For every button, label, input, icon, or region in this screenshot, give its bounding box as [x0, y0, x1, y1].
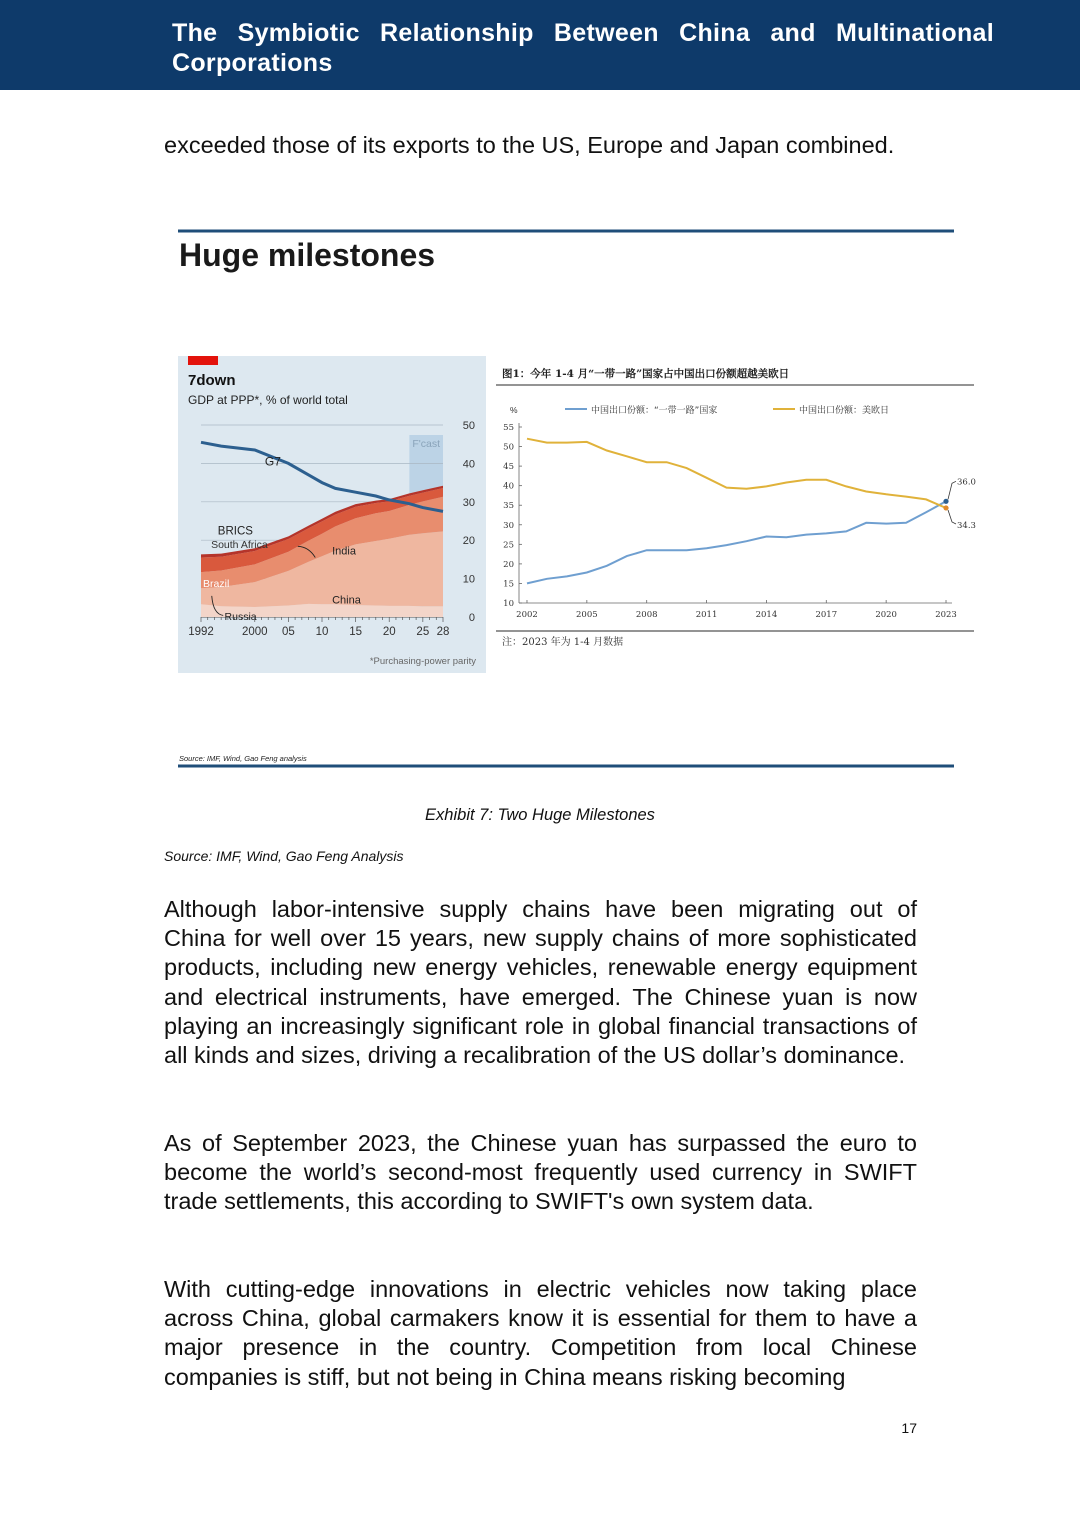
- cn-annotation-leader-2: [948, 510, 956, 524]
- cn-y-tick-label-50: 50: [503, 442, 514, 453]
- figure-source-note: Source: IMF, Wind, Gao Feng analysis: [179, 754, 307, 763]
- exhibit-source: Source: IMF, Wind, Gao Feng Analysis: [164, 848, 404, 864]
- cn-x-tick-label-2005: 2005: [576, 610, 598, 620]
- exhibit-caption: Exhibit 7: Two Huge Milestones: [425, 806, 655, 824]
- econ-footnote: *Purchasing-power parity: [369, 656, 476, 667]
- cn-chart-title: 图1：今年 1-4 月“一带一路”国家占中国出口份额超越美欧日: [502, 368, 790, 380]
- cn-endpoint-2: [943, 505, 948, 510]
- label-g7: G7: [264, 454, 281, 469]
- cn-endpoint-1: [943, 499, 948, 504]
- x-tick-label-2000: 2000: [241, 626, 268, 638]
- y-tick-label-50: 50: [462, 420, 475, 432]
- cn-y-tick-label-20: 20: [503, 559, 514, 570]
- y-tick-label-30: 30: [462, 496, 475, 509]
- x-tick-label-05: 05: [281, 626, 295, 638]
- cn-x-tick-label-2014: 2014: [755, 610, 778, 620]
- forecast-label: F'cast: [412, 438, 441, 450]
- exhibit-figure: [178, 228, 976, 773]
- label-india: India: [332, 545, 356, 558]
- cn-x-tick-label-2020: 2020: [875, 610, 897, 620]
- y-tick-label-20: 20: [462, 535, 475, 548]
- cn-x-tick-label-2002: 2002: [516, 610, 538, 620]
- cn-y-tick-label-40: 40: [503, 481, 514, 492]
- y-tick-label-0: 0: [468, 612, 475, 624]
- x-tick-label-25: 25: [416, 626, 430, 638]
- economist-chart: [178, 356, 486, 673]
- cn-annotation-2: 34.3: [957, 520, 976, 531]
- cn-series-line-2: [527, 439, 946, 508]
- page-header: [0, 0, 1080, 90]
- x-tick-label-20: 20: [382, 626, 396, 638]
- china-export-chart: [496, 367, 976, 648]
- cn-y-tick-label-15: 15: [503, 579, 514, 590]
- cn-y-tick-label-30: 30: [503, 520, 514, 531]
- cn-y-tick-label-35: 35: [503, 501, 514, 512]
- x-tick-label-15: 15: [349, 626, 363, 638]
- y-tick-label-40: 40: [462, 458, 475, 471]
- page-number: 17: [901, 1420, 917, 1436]
- header-title: The Symbiotic Relationship Between China and Multinational Corporations: [172, 19, 994, 77]
- cn-x-tick-label-2017: 2017: [815, 610, 838, 620]
- cn-x-tick-label-2011: 2011: [695, 610, 718, 620]
- exhibit-svg: [178, 228, 976, 773]
- cn-y-unit: %: [510, 405, 518, 415]
- body-paragraph-1: Although labor-intensive supply chains have been migrating out of China for well over 15 years, new supply chains of more sophisticated products, including new energy vehicles, renewable energy equipment and electrical instruments, have emerged. The Chinese yuan is now playing an increasingly significant role in global financial transactions of all kinds and sizes, driving a recalibration of the US dollar’s dominance.: [164, 896, 917, 1069]
- intro-paragraph: exceeded those of its exports to the US, Europe and Japan combined.: [164, 132, 895, 158]
- label-south-africa: South Africa: [211, 538, 268, 551]
- cn-legend-label-1: 中国出口份额：“一带一路”国家: [591, 406, 718, 416]
- figure-title: Huge milestones: [179, 237, 436, 273]
- label-russia: Russia: [224, 611, 257, 624]
- cn-annotation-1: 36.0: [957, 477, 976, 488]
- cn-x-tick-label-2023: 2023: [935, 610, 957, 620]
- label-brazil: Brazil: [203, 578, 230, 591]
- x-tick-label-1992: 1992: [188, 626, 214, 638]
- body-paragraph-2: As of September 2023, the Chinese yuan has surpassed the euro to become the world’s second-most frequently used currency in SWIFT trade settlements, this according to SWIFT's own system data.: [164, 1130, 917, 1215]
- cn-series-line-1: [527, 501, 946, 583]
- cn-legend-label-2: 中国出口份额：美欧日: [799, 406, 890, 416]
- cn-y-tick-label-45: 45: [503, 462, 514, 473]
- cn-annotation-leader-1: [948, 481, 956, 499]
- cn-y-tick-label-55: 55: [503, 423, 514, 433]
- x-tick-label-10: 10: [315, 626, 329, 638]
- label-china: China: [332, 594, 361, 607]
- econ-chart-title: 7down: [188, 372, 236, 389]
- cn-x-tick-label-2008: 2008: [635, 610, 658, 620]
- y-tick-label-10: 10: [462, 573, 475, 586]
- econ-chart-subtitle: GDP at PPP*, % of world total: [188, 393, 348, 407]
- x-tick-label-28: 28: [436, 626, 450, 638]
- econ-red-tag: [188, 356, 218, 365]
- cn-note: 注：2023 年为 1-4 月数据: [502, 637, 624, 648]
- cn-y-tick-label-10: 10: [503, 599, 514, 609]
- cn-y-tick-label-25: 25: [503, 540, 514, 551]
- body-paragraph-3: With cutting-edge innovations in electric vehicles now taking place across China, global carmakers know it is essential for them to have a major presence in the country. Competition from local Chinese companies is stiff, but not being in China means risking becoming: [164, 1276, 917, 1390]
- label-brics: BRICS: [217, 525, 253, 538]
